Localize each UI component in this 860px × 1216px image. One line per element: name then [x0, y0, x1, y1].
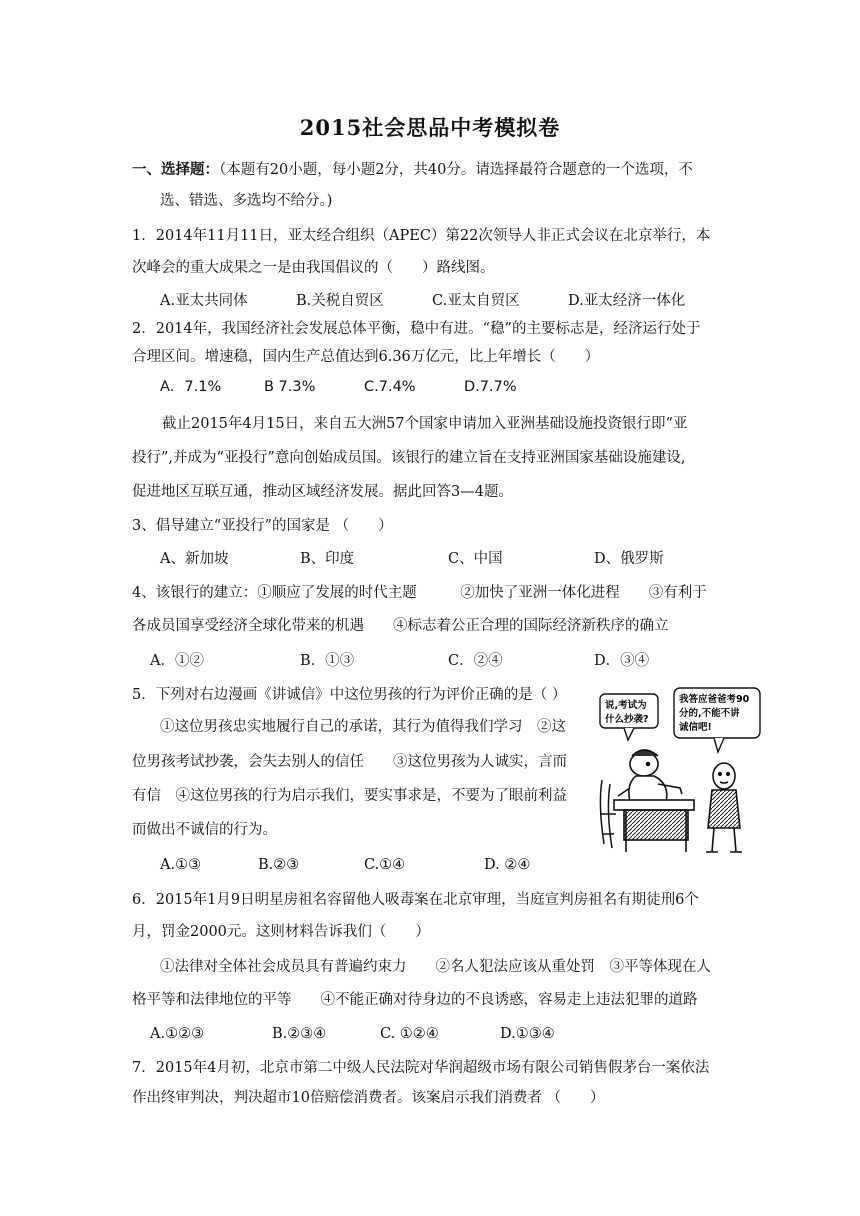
q5-stem-line4: 有信 ④这位男孩的行为启示我们，要实事求是，不要为了眼前利益	[132, 788, 567, 804]
section-instr-line1: （本题有20小题，每小题2分，共40分。请选择最符合题意的一个选项，不	[219, 162, 693, 178]
q3-option-a: A、新加坡	[160, 551, 229, 567]
bubble-right-line1: 我答应爸爸考90	[679, 694, 750, 705]
q3-option-d: D、俄罗斯	[594, 551, 664, 567]
q5-stem-line5: 而做出不诚信的行为。	[132, 822, 277, 838]
q1-option-a: A.亚太共同体	[160, 293, 248, 309]
q2-stem-line1: 2．2014年，我国经济社会发展总体平衡，稳中有进。“稳”的主要标志是，经济运行处于	[132, 321, 701, 337]
q6-option-d: D.①③④	[500, 1026, 555, 1042]
bubble-right-line2: 分的,不能不讲	[679, 708, 740, 719]
q1-stem-line2: 次峰会的重大成果之一是由我国倡议的（ ）路线图。	[132, 260, 495, 276]
q3-option-c: C、中国	[448, 551, 503, 567]
bubble-left-line1: 说,考试为	[605, 700, 647, 711]
q7-stem-line1: 7．2015年4月初，北京市第二中级人民法院对华润超级市场有限公司销售假茅台一案依法	[132, 1060, 710, 1076]
chair	[600, 780, 616, 848]
teacher-figure	[618, 750, 682, 802]
boy-figure	[706, 763, 742, 852]
q2-stem-line2: 合理区间。增速稳，国内生产总值达到6.36万亿元，比上年增长（ ）	[132, 349, 600, 365]
q5-option-b: B.②③	[258, 857, 300, 873]
q2-option-a: A．7.1%	[160, 379, 222, 395]
q6-stem-line3: ①法律对全体社会成员具有普遍约束力 ②名人犯法应该从重处罚 ③平等体现在人	[160, 959, 711, 975]
q6-stem-line2: 月，罚金2000元。这则材料告诉我们（ ）	[132, 924, 430, 940]
q5-option-d: D. ②④	[484, 857, 531, 873]
q2-option-d: D.7.7%	[464, 379, 517, 395]
q5-option-a: A.①③	[160, 857, 202, 873]
section-instr-line2: 选、错选、多选均不给分。)	[160, 193, 333, 209]
q6-option-b: B.②③④	[272, 1026, 327, 1042]
q1-option-c: C.亚太自贸区	[432, 293, 520, 309]
q7-stem-line2: 作出终审判决，判决超市10倍赔偿消费者。该案启示我们消费者 （ ）	[132, 1090, 605, 1106]
q6-option-c: C. ①②④	[380, 1026, 439, 1042]
q4-option-c: C．②④	[448, 653, 503, 669]
section-instructions	[132, 160, 693, 180]
q6-option-a: A.①②③	[150, 1026, 205, 1042]
q2-option-b: B 7.3%	[264, 379, 316, 395]
q4-option-b: B．①③	[300, 653, 355, 669]
integrity-cartoon	[596, 684, 764, 860]
q6-stem-line4: 格平等和法律地位的平等 ④不能正确对待身边的不良诱惑，容易走上违法犯罪的道路	[132, 992, 698, 1008]
q4-stem-line1: 4、该银行的建立：①顺应了发展的时代主题 ②加快了亚洲一体化进程 ③有利于	[132, 585, 707, 601]
q1-option-d: D.亚太经济一体化	[568, 293, 686, 309]
q5-stem-line3: 位男孩考试抄袭，会失去别人的信任 ③这位男孩为人诚实，言而	[132, 754, 567, 770]
q1-stem-line1: 1．2014年11月11日，亚太经合组织（APEC）第22次领导人非正式会议在北京举行，本	[132, 228, 711, 244]
bubble-right-line3: 诚信吧!	[679, 722, 712, 733]
page-title: 2015社会思品中考模拟卷	[299, 115, 561, 140]
material-line2: 投行”,并成为“亚投行”意向创始成员国。该银行的建立旨在支持亚洲国家基础设施建设,	[132, 450, 686, 466]
q5-stem-line2: ①这位男孩忠实地履行自己的承诺，其行为值得我们学习 ②这	[160, 719, 566, 735]
q1-option-b: B.关税自贸区	[296, 293, 384, 309]
q4-option-a: A．①②	[150, 653, 204, 669]
material-line1: 截止2015年4月15日，来自五大洲57个国家申请加入亚洲基础设施投资银行即“亚	[162, 416, 688, 432]
q3-stem: 3、倡导建立“亚投行”的国家是 （ ）	[132, 518, 393, 534]
q4-option-d: D．③④	[594, 653, 650, 669]
q4-stem-line2: 各成员国享受经济全球化带来的机遇 ④标志着公正合理的国际经济新秩序的确立	[132, 618, 669, 634]
q5-stem-line1: 5．下列对右边漫画《讲诚信》中这位男孩的行为评价正确的是（ ）	[132, 687, 567, 703]
material-line3: 促进地区互联互通，推动区域经济发展。据此回答3—4题。	[132, 484, 513, 500]
q3-option-b: B、印度	[300, 551, 355, 567]
q6-stem-line1: 6．2015年1月9日明星房祖名容留他人吸毒案在北京审理，当庭宣判房祖名有期徒刑6个	[132, 892, 699, 908]
q2-option-c: C.7.4%	[364, 379, 416, 395]
desk	[614, 800, 694, 852]
bubble-left-line2: 什么抄袭?	[605, 714, 649, 725]
section-heading: 一、选择题：	[132, 161, 219, 178]
q5-option-c: C.①④	[364, 857, 406, 873]
